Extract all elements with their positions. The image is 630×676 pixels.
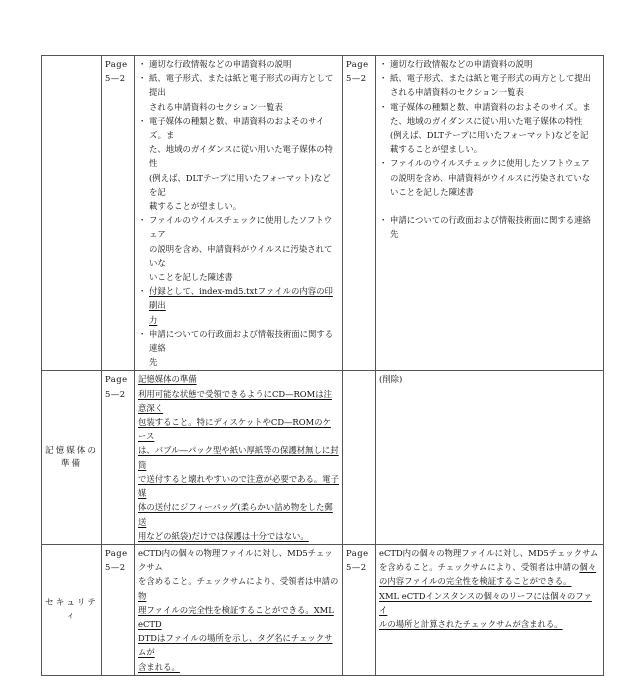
old-text-cell bbox=[135, 544, 343, 675]
list-item: ・ 電子媒体の種類と数、申請資料のおよそのサイズ。ま た、地域のガイダンスに従い用いた電子媒体の特性 (例えば、DLTテープに用いたフォーマット)などを記 載することが望ましい。 bbox=[379, 100, 600, 157]
list-item: ・ 適切な行政情報などの申請資料の説明 bbox=[138, 57, 339, 71]
new-text-cell: (削除) bbox=[376, 371, 604, 544]
list-item: ・ 適切な行政情報などの申請資料の説明 bbox=[379, 57, 600, 71]
page-ref: Page 5—2 bbox=[343, 544, 376, 675]
list-item: ・ ファイルのウイルスチェックに使用したソフトウェア の説明を含め、申請資料がウイルスに汚染されていな いことを記した陳述書 bbox=[379, 156, 600, 199]
bullet-list bbox=[379, 57, 600, 241]
plain-text: eCTD内の個々の物理ファイルに対し、MD5チェックサム を含めること。チェックサムにより、受領者は申請の bbox=[379, 547, 599, 573]
new-text-cell bbox=[376, 544, 604, 675]
list-item: ・ 紙、電子形式、または紙と電子形式の両方として提出 される申請資料のセクション一覧表 bbox=[138, 71, 339, 114]
old-text-cell bbox=[135, 56, 343, 371]
category-cell: セキュリティ bbox=[42, 544, 102, 675]
new-text-cell bbox=[376, 56, 604, 371]
bullet-list bbox=[138, 57, 339, 369]
table-row bbox=[42, 544, 604, 675]
category-cell bbox=[42, 56, 102, 371]
list-item: ・ 申請についての行政面および情報技術面に関する連絡 先 bbox=[379, 199, 600, 241]
list-item: ・ ファイルのウイルスチェックに使用したソフトウェア の説明を含め、申請資料がウイルスに汚染されていな いことを記した陳述書 bbox=[138, 213, 339, 284]
underlined-text: 個々の内容ファイルの完全性を検証することができる。 XML eCTDインスタンスの個々のリーフには個々のファイ ルの場所と計算されたチェックサムが含まれる。 bbox=[379, 562, 597, 629]
old-text-cell: 記憶媒体の準備 利用可能な状態で受領できるようにCD—ROMは注意深く 包装すること。特にディスケットやCD—ROMのケース は、バブル―パック型や紙い厚紙等の保護材無しに封筒 で送付すると壊れやすいので注意が必要である。電子媒 体の送付にジフィーバッグ(柔らかい詰め物をした郵送 用などの紙袋)だけでは保護は十分ではない。 bbox=[135, 371, 343, 544]
page-ref: Page 5—2 bbox=[102, 544, 135, 675]
underlined-text: 物 理ファイルの完全性を検証することができる。XML eCTD DTDはファイルの場所を示し、タグ名にチェックサムが 含まれる。 bbox=[138, 590, 334, 672]
page-ref: Page 5—2 bbox=[343, 56, 376, 371]
list-item-underlined: ・ 付録として、index-md5.txtファイルの内容の印刷出 力 bbox=[138, 284, 339, 327]
page-ref: Page 5—2 bbox=[102, 56, 135, 371]
comparison-table bbox=[41, 55, 604, 676]
table-row bbox=[42, 371, 604, 544]
page-ref: Page 5—2 bbox=[102, 371, 135, 544]
list-item: ・ 紙、電子形式、または紙と電子形式の両方として提出 される申請資料のセクション一覧表 bbox=[379, 71, 600, 99]
category-cell: 記憶媒体の 準備 bbox=[42, 371, 102, 544]
table-row bbox=[42, 56, 604, 371]
page-ref bbox=[343, 371, 376, 544]
list-item: ・ 申請についての行政面および情報技術面に関する連絡 先 bbox=[138, 327, 339, 370]
plain-text: eCTD内の個々の物理ファイルに対し、MD5チェックサム を含めること。チェックサムにより、受領者は申請の bbox=[138, 547, 339, 587]
list-item: ・ 電子媒体の種類と数、申請資料のおよそのサイズ。ま た、地域のガイダンスに従い用いた電子媒体の特性 (例えば、DLTテープに用いたフォーマット)などを記 載することが望ましい。 bbox=[138, 114, 339, 213]
